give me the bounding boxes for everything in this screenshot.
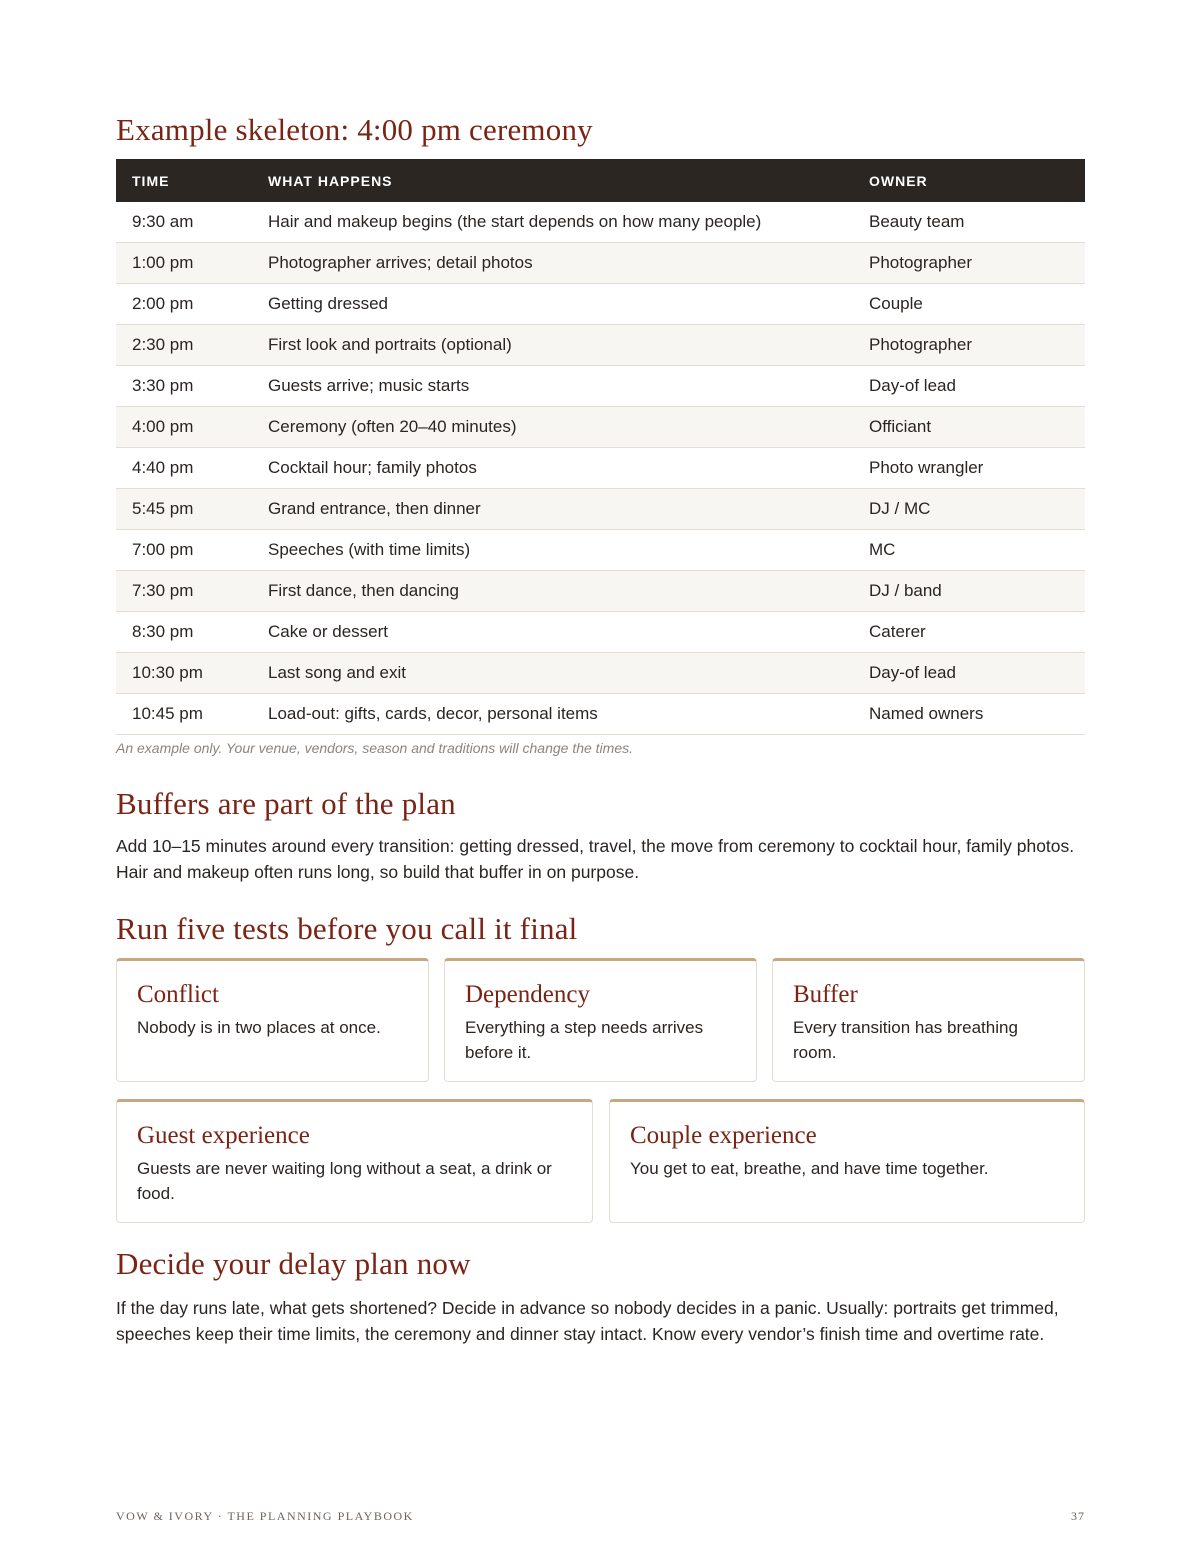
card-title: Guest experience bbox=[137, 1122, 310, 1149]
cell-time: 10:30 pm bbox=[116, 653, 252, 694]
cell-time: 7:00 pm bbox=[116, 530, 252, 571]
cell-owner: Photo wrangler bbox=[853, 448, 1085, 489]
delay-paragraph: If the day runs late, what gets shortened? Decide in advance so nobody decides in a panic. Usually: portraits get trimmed, speeches keep their time limits, the ceremony and dinner stay intact. Know every vendor’s finish time and overtime rate. bbox=[116, 1298, 1059, 1344]
header-time: TIME bbox=[132, 172, 170, 189]
table-row bbox=[116, 530, 1085, 571]
cell-what: Speeches (with time limits) bbox=[252, 530, 853, 571]
cell-what: Cocktail hour; family photos bbox=[252, 448, 853, 489]
test-card-guest-experience bbox=[116, 1099, 593, 1223]
cell-time: 1:00 pm bbox=[116, 243, 252, 284]
cell-what: Guests arrive; music starts bbox=[252, 366, 853, 407]
header-owner: OWNER bbox=[869, 172, 928, 189]
cell-time: 2:00 pm bbox=[116, 284, 252, 325]
page-number: 37 bbox=[1071, 1509, 1085, 1523]
table-header-row bbox=[116, 159, 1085, 202]
footer-publication: VOW & IVORY · THE PLANNING PLAYBOOK bbox=[116, 1509, 414, 1523]
card-title: Couple experience bbox=[630, 1122, 817, 1149]
table-row bbox=[116, 243, 1085, 284]
table-row bbox=[116, 612, 1085, 653]
cell-what: First dance, then dancing bbox=[252, 571, 853, 612]
table-row bbox=[116, 366, 1085, 407]
card-title: Dependency bbox=[465, 981, 590, 1008]
cell-owner: MC bbox=[853, 530, 1085, 571]
delay-heading: Decide your delay plan now bbox=[116, 1246, 471, 1281]
cell-owner: Caterer bbox=[853, 612, 1085, 653]
cell-owner: Couple bbox=[853, 284, 1085, 325]
schedule-table bbox=[116, 159, 1085, 735]
table-row bbox=[116, 571, 1085, 612]
card-body: Nobody is in two places at once. bbox=[137, 1018, 381, 1037]
cell-time: 3:30 pm bbox=[116, 366, 252, 407]
table-row bbox=[116, 694, 1085, 735]
cell-time: 10:45 pm bbox=[116, 694, 252, 735]
table-row bbox=[116, 325, 1085, 366]
cell-time: 7:30 pm bbox=[116, 571, 252, 612]
cell-what: Hair and makeup begins (the start depends on how many people) bbox=[252, 202, 853, 243]
cell-time: 4:00 pm bbox=[116, 407, 252, 448]
card-title: Conflict bbox=[137, 981, 219, 1008]
cell-owner: Photographer bbox=[853, 243, 1085, 284]
buffers-heading: Buffers are part of the plan bbox=[116, 786, 456, 821]
cell-what: Photographer arrives; detail photos bbox=[252, 243, 853, 284]
cell-owner: Named owners bbox=[853, 694, 1085, 735]
cell-what: Last song and exit bbox=[252, 653, 853, 694]
table-row bbox=[116, 653, 1085, 694]
card-title: Buffer bbox=[793, 981, 858, 1008]
table-row bbox=[116, 202, 1085, 243]
cell-what: Load-out: gifts, cards, decor, personal items bbox=[252, 694, 853, 735]
table-row bbox=[116, 489, 1085, 530]
cell-time: 9:30 am bbox=[116, 202, 252, 243]
header-what-happens: WHAT HAPPENS bbox=[268, 172, 393, 189]
cell-time: 2:30 pm bbox=[116, 325, 252, 366]
card-body: Every transition has breathing room. bbox=[793, 1018, 1018, 1062]
buffers-paragraph: Add 10–15 minutes around every transition: getting dressed, travel, the move from ceremony to cocktail hour, family photos. Hair and makeup often runs long, so build that buffer in on purpose. bbox=[116, 836, 1075, 882]
table-row bbox=[116, 448, 1085, 489]
tests-heading: Run five tests before you call it final bbox=[116, 911, 578, 946]
cell-what: Ceremony (often 20–40 minutes) bbox=[252, 407, 853, 448]
table-caption: An example only. Your venue, vendors, season and traditions will change the times. bbox=[116, 740, 634, 756]
test-card-dependency bbox=[444, 958, 757, 1082]
test-card-conflict bbox=[116, 958, 429, 1082]
cell-owner: DJ / MC bbox=[853, 489, 1085, 530]
table-row bbox=[116, 407, 1085, 448]
cell-what: First look and portraits (optional) bbox=[252, 325, 853, 366]
cell-what: Cake or dessert bbox=[252, 612, 853, 653]
cell-what: Grand entrance, then dinner bbox=[252, 489, 853, 530]
card-body: You get to eat, breathe, and have time together. bbox=[630, 1159, 989, 1178]
table-row bbox=[116, 284, 1085, 325]
test-card-couple-experience bbox=[609, 1099, 1085, 1223]
test-card-buffer bbox=[772, 958, 1085, 1082]
cell-owner: DJ / band bbox=[853, 571, 1085, 612]
cell-what: Getting dressed bbox=[252, 284, 853, 325]
card-body: Everything a step needs arrives before it. bbox=[465, 1018, 704, 1062]
cell-owner: Day-of lead bbox=[853, 366, 1085, 407]
cell-time: 5:45 pm bbox=[116, 489, 252, 530]
card-body: Guests are never waiting long without a seat, a drink or food. bbox=[137, 1159, 552, 1203]
cell-time: 8:30 pm bbox=[116, 612, 252, 653]
cell-owner: Photographer bbox=[853, 325, 1085, 366]
cell-owner: Beauty team bbox=[853, 202, 1085, 243]
table-title: Example skeleton: 4:00 pm ceremony bbox=[116, 112, 593, 147]
cell-owner: Day-of lead bbox=[853, 653, 1085, 694]
cell-owner: Officiant bbox=[853, 407, 1085, 448]
cell-time: 4:40 pm bbox=[116, 448, 252, 489]
